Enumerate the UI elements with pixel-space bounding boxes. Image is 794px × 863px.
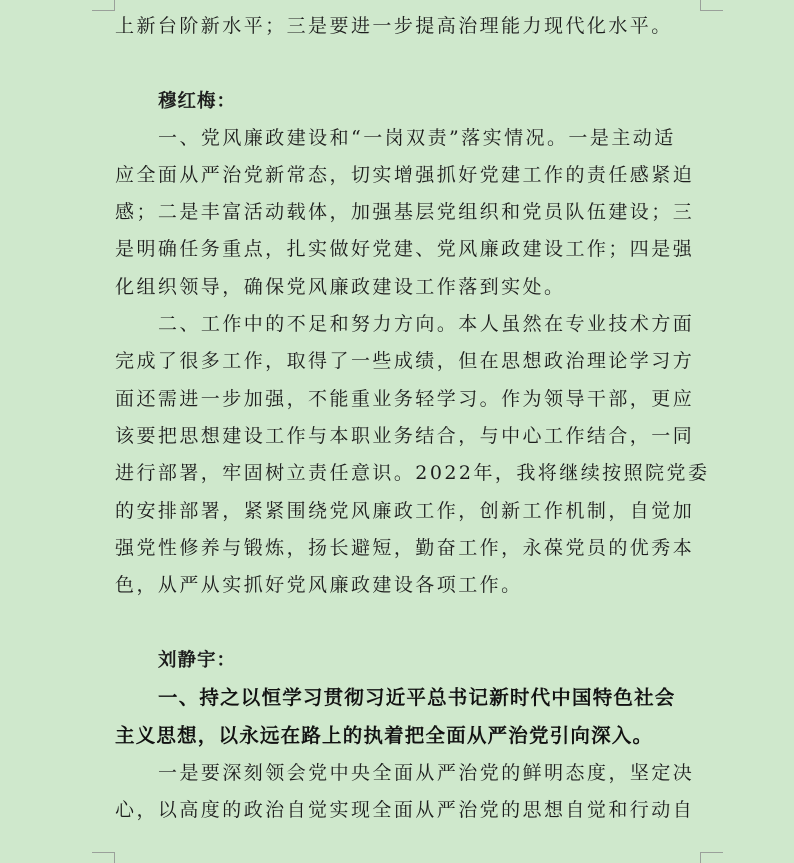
crop-mark-top-left	[92, 0, 115, 11]
paragraph-line: 化组织领导，确保党风廉政建设工作落到实处。	[115, 276, 566, 298]
paragraph-line: 的安排部署，紧紧围绕党风廉政工作，创新工作机制，自觉加	[115, 500, 695, 522]
paragraph-line: 二、工作中的不足和努力方向。本人虽然在专业技术方面	[158, 313, 695, 335]
paragraph-line: 心，以高度的政治自觉实现全面从严治党的思想自觉和行动自	[115, 799, 695, 821]
section-heading-line: 主义思想，以永远在路上的执着把全面从严治党引向深入。	[115, 724, 654, 747]
paragraph-line: 该要把思想建设工作与本职业务结合，与中心工作结合，一同	[115, 425, 695, 447]
paragraph-line: 感；二是丰富活动载体，加强基层党组织和党员队伍建设；三	[115, 201, 695, 223]
paragraph-line: 强党性修养与锻炼，扬长避短，勤奋工作，永葆党员的优秀本	[115, 537, 695, 559]
paragraph-line: 一是要深刻领会党中央全面从严治党的鲜明态度，坚定决	[158, 762, 695, 784]
paragraph-line: 是明确任务重点，扎实做好党建、党风廉政建设工作；四是强	[115, 238, 695, 260]
speaker-name-mu-hongmei: 穆红梅：	[158, 91, 237, 112]
paragraph-line: 一、党风廉政建设和“一岗双责”落实情况。一是主动适	[158, 127, 676, 149]
body-line: 上新台阶新水平；三是要进一步提高治理能力现代化水平。	[115, 15, 673, 37]
paragraph-line: 色，从严从实抓好党风廉政建设各项工作。	[115, 574, 523, 596]
paragraph-line: 进行部署，牢固树立责任意识。2022年，我将继续按照院党委	[115, 462, 710, 484]
section-heading-line: 一、持之以恒学习贯彻习近平总书记新时代中国特色社会	[158, 686, 676, 709]
paragraph-line: 面还需进一步加强，不能重业务轻学习。作为领导干部，更应	[115, 388, 695, 410]
crop-mark-top-right	[700, 0, 723, 11]
crop-mark-bottom-left	[92, 852, 115, 863]
paragraph-line: 应全面从严治党新常态，切实增强抓好党建工作的责任感紧迫	[115, 164, 695, 186]
speaker-name-liu-jingyu: 刘静宇：	[158, 650, 237, 671]
crop-mark-bottom-right	[700, 852, 723, 863]
paragraph-line: 完成了很多工作，取得了一些成绩，但在思想政治理论学习方	[115, 350, 695, 372]
